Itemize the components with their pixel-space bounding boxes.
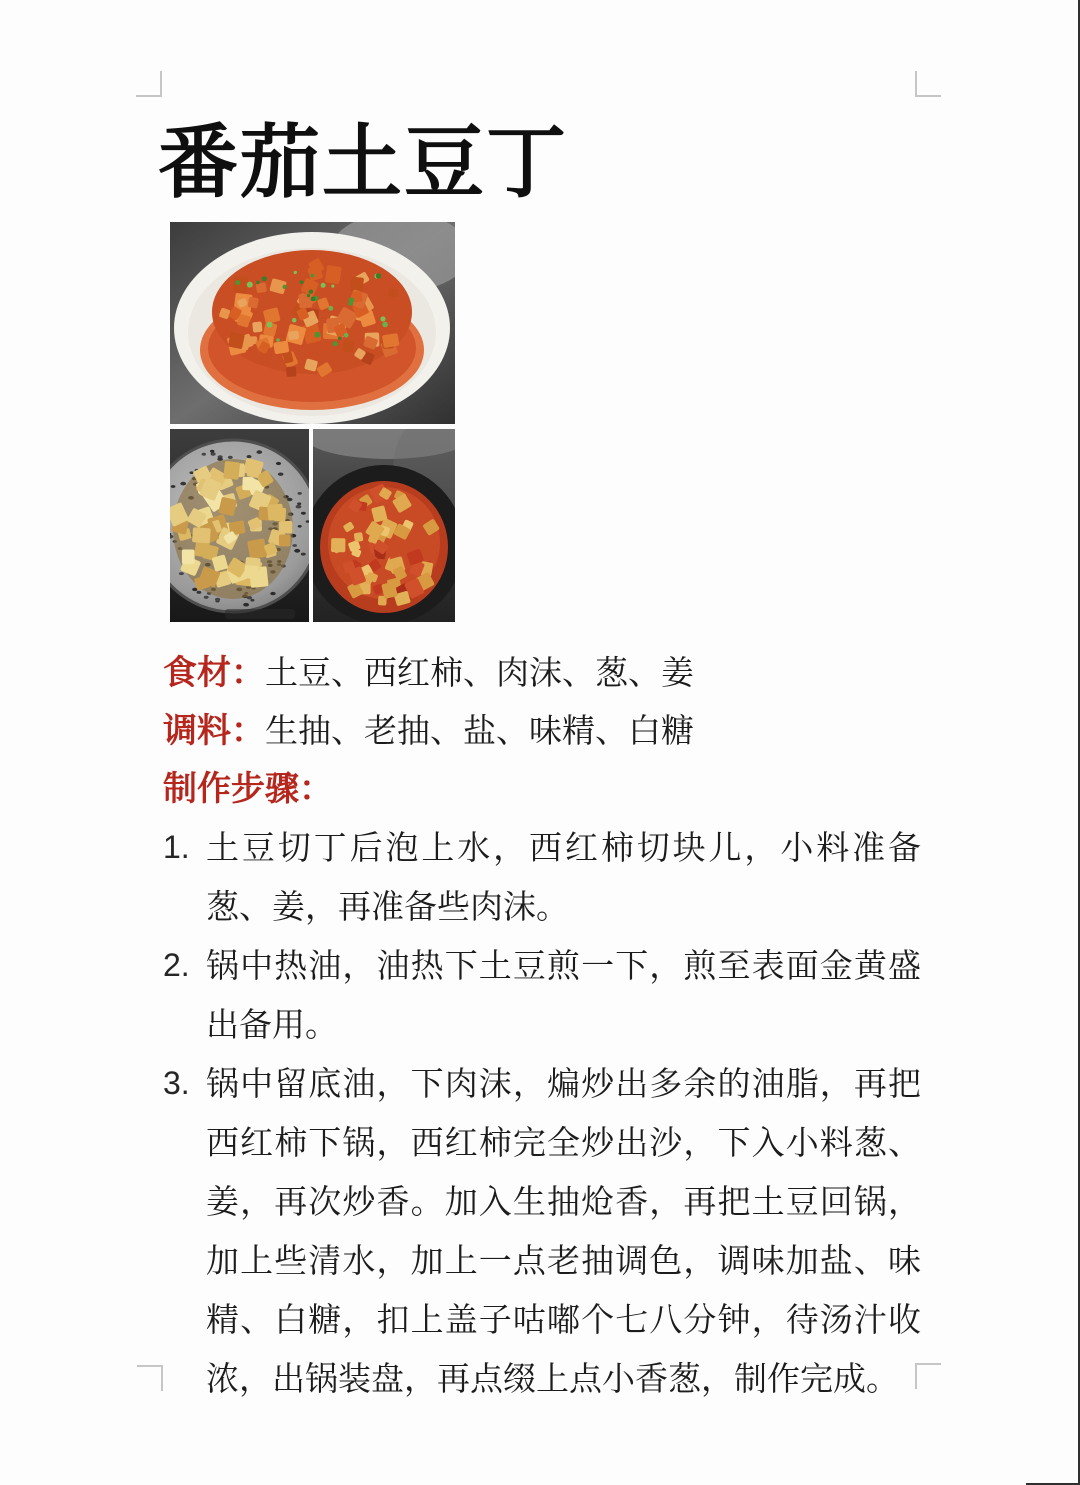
margin-corner-bottom-left-icon [137,1365,163,1391]
photo-watermark [225,609,295,619]
step-number: 3. [163,1065,190,1101]
step-text: 锅中热油，油热下土豆煎一下，煎至表面金黄盛出备用。 [206,947,921,1043]
step-text: 土豆切丁后泡上水，西红柿切块儿，小料准备葱、姜，再准备些肉沫。 [206,829,921,925]
step-item [163,1054,921,1408]
margin-corner-top-right-icon [915,71,941,97]
seasoning-value: 生抽、老抽、盐、味精、白糖 [265,712,694,749]
step-number: 1. [163,829,190,865]
seasoning-row [163,703,923,752]
steps-heading: 制作步骤： [163,770,333,808]
seasoning-label: 调料： [163,712,265,750]
photo-stew-in-wok [313,429,455,622]
steps-list [163,818,921,1408]
step-item [163,818,921,936]
ingredients-value: 土豆、西红柿、肉沫、葱、姜 [265,654,694,691]
margin-corner-top-left-icon [136,71,162,97]
step-item [163,936,921,1054]
step-text: 锅中留底油，下肉沫，煸炒出多余的油脂，再把西红柿下锅，西红柿完全炒出沙，下入小料葱、姜，再次炒香。加入生抽炝香，再把土豆回锅，加上些清水，加上一点老抽调色，调味加盐、味精、白糖，扣上盖子咕嘟个七八分钟，待汤汁收浓，出锅装盘，再点缀上点小香葱，制作完成。 [206,1065,921,1397]
ingredients-row [163,645,923,694]
photo-finished-dish [170,222,455,424]
recipe-title: 番茄土豆丁 [158,118,568,207]
photo-fried-potatoes [170,429,309,622]
ingredients-label: 食材： [163,654,265,692]
step-number: 2. [163,947,190,983]
